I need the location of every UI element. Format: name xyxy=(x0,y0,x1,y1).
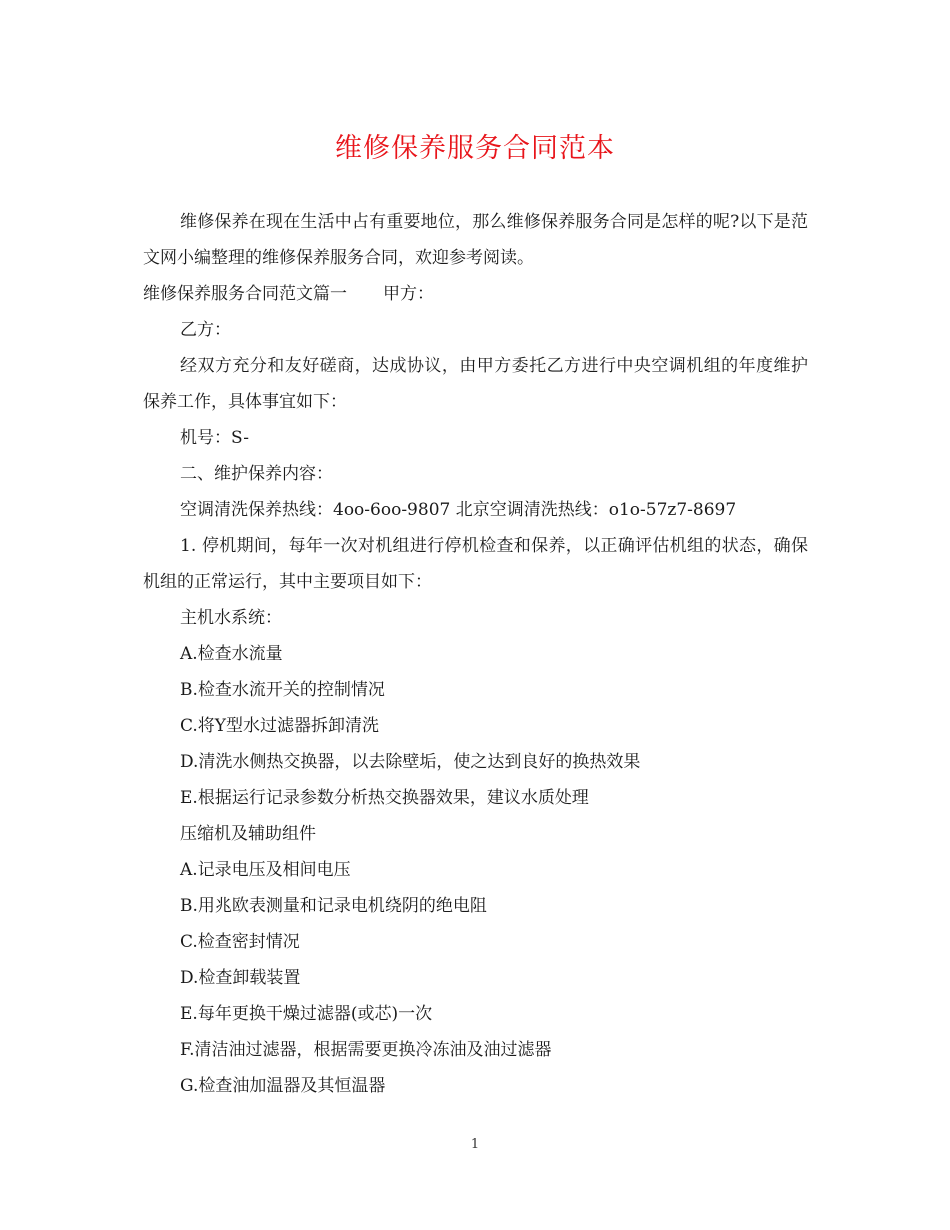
document-body xyxy=(143,204,808,1104)
compressor-item-g: G.检查油加温器及其恒温器 xyxy=(180,1076,386,1096)
compressor-item-c: C.检查密封情况 xyxy=(180,932,300,952)
section-heading-line xyxy=(143,276,808,312)
compressor-item-e: E.每年更换干燥过滤器(或芯)一次 xyxy=(180,1004,433,1024)
document-title: 维修保养服务合同范本 xyxy=(335,133,615,164)
machine-number: 机号：S- xyxy=(180,428,250,448)
item-1-paragraph: 1. 停机期间，每年一次对机组进行停机检查和保养，以正确评估机组的状态，确保机组的正常运行，其中主要项目如下： xyxy=(143,536,808,592)
compressor-item-d: D.检查卸载装置 xyxy=(180,968,301,988)
water-item-b: B.检查水流开关的控制情况 xyxy=(180,680,385,700)
page-number: 1 xyxy=(470,1137,480,1152)
intro-paragraph: 维修保养在现在生活中占有重要地位，那么维修保养服务合同是怎样的呢?以下是范文网小编整理的维修保养服务合同，欢迎参考阅读。 xyxy=(143,212,808,268)
water-item-c: C.将Y型水过滤器拆卸清洗 xyxy=(180,716,380,736)
water-item-e: E.根据运行记录参数分析热交换器效果，建议水质处理 xyxy=(180,788,589,808)
compressor-item-f: F.清洁油过滤器，根据需要更换冷冻油及油过滤器 xyxy=(180,1040,552,1060)
party-a-label: 甲方： xyxy=(383,284,434,304)
agreement-paragraph: 经双方充分和友好磋商，达成协议，由甲方委托乙方进行中央空调机组的年度维护保养工作，具体事宜如下： xyxy=(143,356,808,412)
party-b-label: 乙方： xyxy=(180,320,231,340)
water-item-a: A.检查水流量 xyxy=(180,644,283,664)
water-item-d: D.清洗水侧热交换器，以去除壁垢，使之达到良好的换热效果 xyxy=(180,752,641,772)
compressor-heading: 压缩机及辅助组件 xyxy=(180,824,316,844)
section-heading: 维修保养服务合同范文篇一 xyxy=(143,284,347,304)
compressor-item-a: A.记录电压及相间电压 xyxy=(180,860,351,880)
compressor-item-b: B.用兆欧表测量和记录电机绕阴的绝电阻 xyxy=(180,896,487,916)
hotline-line: 空调清洗保养热线：4oo-6oo-9807 北京空调清洗热线：o1o-57z7-8697 xyxy=(180,500,737,520)
main-water-system-heading: 主机水系统： xyxy=(180,608,282,628)
content-heading: 二、维护保养内容： xyxy=(180,464,333,484)
